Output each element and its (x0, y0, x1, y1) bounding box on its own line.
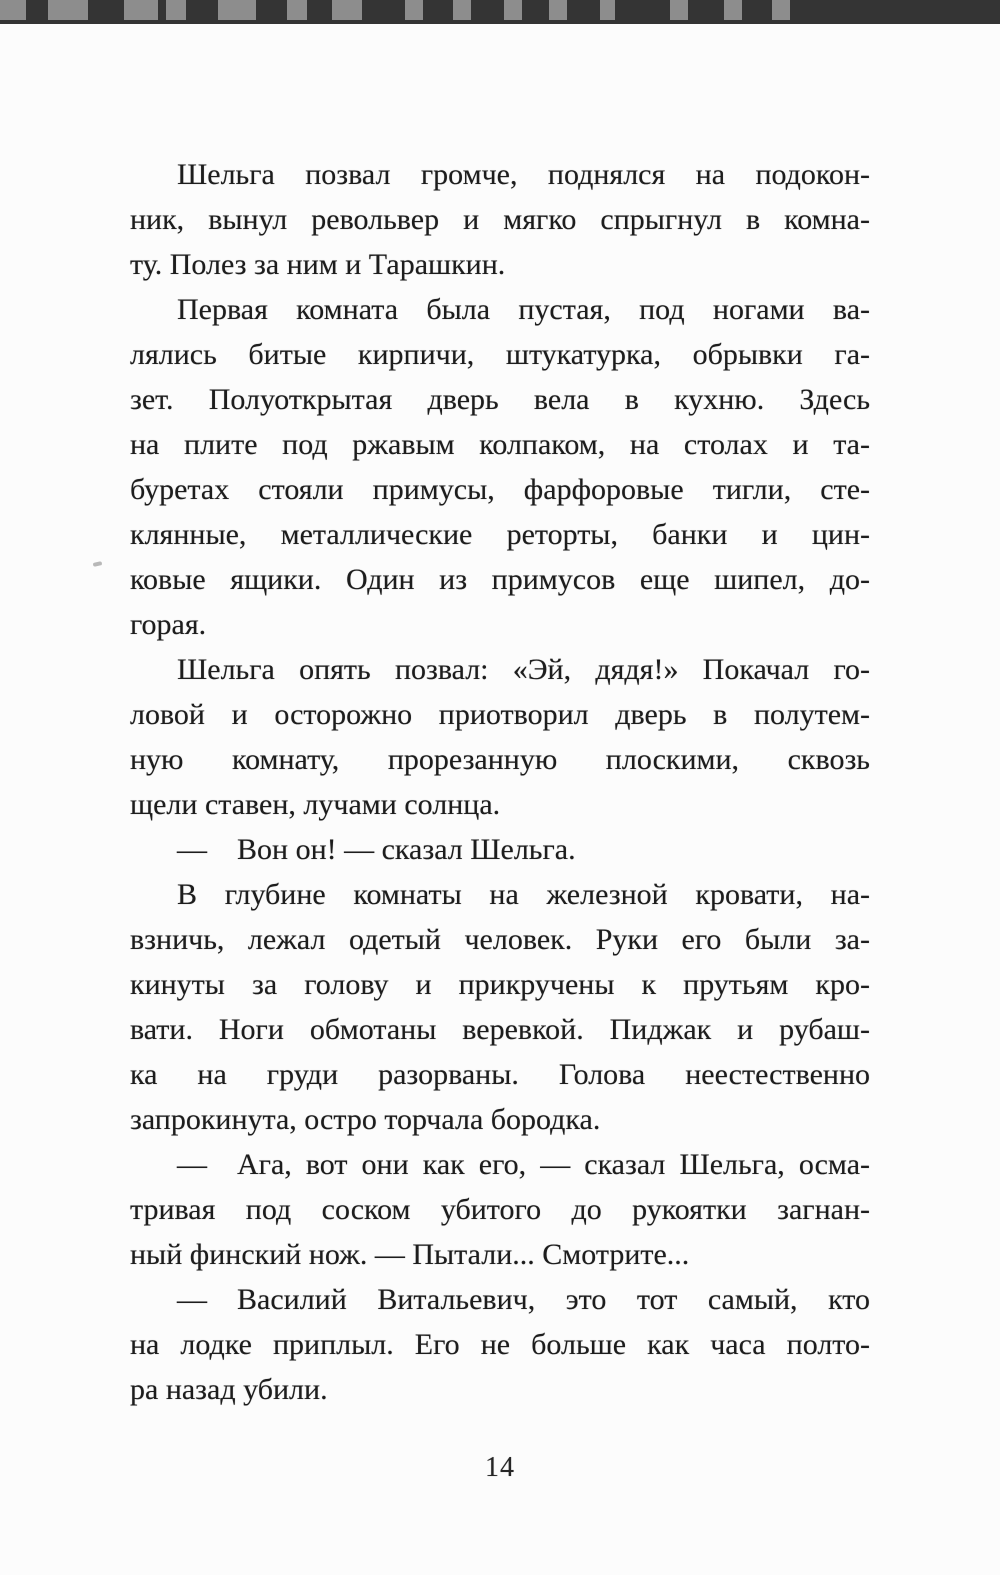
text-line: — Вон он! — сказал Шельга. (177, 833, 576, 866)
cropped-glyph-block (0, 0, 26, 20)
text-line: зет. Полуоткрытая дверь вела в кухню. Здесь (130, 383, 870, 416)
text-line: лялись битые кирпичи, штукатурка, обрывки га- (130, 338, 870, 371)
text-line: тривая под соском убитого до рукоятки загнан- (130, 1193, 870, 1226)
text-line: ра назад убили. (130, 1373, 328, 1406)
text-line: ник, вынул револьвер и мягко спрыгнул в комна- (130, 203, 870, 236)
text-line: ка на груди разорваны. Голова неестественно (130, 1058, 870, 1091)
text-line: запрокинута, остро торчала бородка. (130, 1103, 601, 1136)
cropped-glyph-block (453, 0, 471, 20)
cropped-glyph-block (287, 0, 307, 20)
text-line: на лодке приплыл. Его не больше как часа полто- (130, 1328, 870, 1361)
cropped-glyph-block (600, 0, 615, 20)
text-line: горая. (130, 608, 207, 641)
text-line: буретах стояли примусы, фарфоровые тигли, сте- (130, 473, 870, 506)
cropped-glyph-block (218, 0, 256, 20)
text-line: на плите под ржавым колпаком, на столах и та- (130, 428, 870, 461)
cropped-glyph-block (166, 0, 186, 20)
cropped-glyph-block (504, 0, 522, 20)
text-line: — Василий Витальевич, это тот самый, кто (177, 1283, 870, 1316)
cropped-glyph-block (772, 0, 790, 20)
text-line: В глубине комнаты на железной кровати, на- (177, 878, 870, 911)
text-line: ту. Полез за ним и Тарашкин. (130, 248, 506, 281)
text-line: вати. Ноги обмотаны веревкой. Пиджак и рубаш- (130, 1013, 870, 1046)
page-number: 14 (485, 1452, 515, 1483)
text-line: ный финский нож. — Пытали... Смотрите... (130, 1238, 690, 1271)
scan-edge-artifact (0, 0, 1000, 24)
text-line: Первая комната была пустая, под ногами ва- (177, 293, 870, 326)
text-line: — Ага, вот они как его, — сказал Шельга, осма- (177, 1148, 870, 1181)
cropped-glyph-block (549, 0, 567, 20)
text-line: взничь, лежал одетый человек. Руки его были за- (130, 923, 870, 956)
cropped-glyph-block (670, 0, 688, 20)
cropped-glyph-block (124, 0, 158, 20)
scan-speck (93, 561, 103, 567)
cropped-glyph-block (405, 0, 423, 20)
text-line: ловой и осторожно приотворил дверь в полутем- (130, 698, 870, 731)
text-line: Шельга позвал громче, поднялся на подокон- (177, 158, 870, 191)
cropped-glyph-block (724, 0, 742, 20)
text-line: щели ставен, лучами солнца. (130, 788, 501, 821)
text-line: ковые ящики. Один из примусов еще шипел, до- (130, 563, 870, 596)
text-line: кинуты за голову и прикручены к прутьям кро- (130, 968, 870, 1001)
cropped-glyph-block (332, 0, 362, 20)
text-line: Шельга опять позвал: «Эй, дядя!» Покачал го- (177, 653, 870, 686)
cropped-glyph-block (48, 0, 88, 20)
text-line: ную комнату, прорезанную плоскими, сквозь (130, 743, 870, 776)
text-line: клянные, металлические реторты, банки и цин- (130, 518, 870, 551)
page-text (130, 152, 870, 1412)
